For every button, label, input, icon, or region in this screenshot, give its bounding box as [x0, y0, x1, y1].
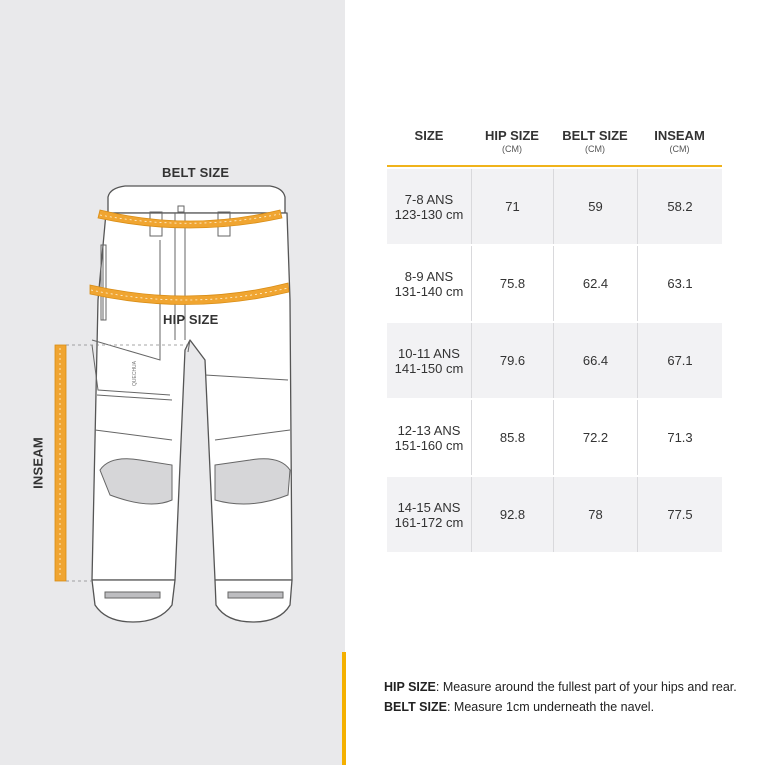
belt-note-term: BELT SIZE — [384, 700, 447, 714]
size-cell: 7-8 ANS 123-130 cm — [387, 169, 471, 244]
hip-note — [384, 677, 737, 697]
size-cell: 10-11 ANS 141-150 cm — [387, 323, 471, 398]
left-cuff — [92, 580, 175, 622]
accent-bar — [342, 652, 346, 765]
belt-cell: 66.4 — [553, 323, 637, 398]
hip-cell: 92.8 — [471, 477, 553, 552]
brand-mark: QUECHUA — [132, 360, 138, 386]
inseam-cell: 67.1 — [637, 323, 722, 398]
inseam-label: INSEAM — [30, 437, 46, 489]
belt-cell: 59 — [553, 169, 637, 244]
table-row — [387, 246, 722, 321]
table-row — [387, 169, 722, 244]
belt-note — [384, 697, 737, 717]
belt-cell: 62.4 — [553, 246, 637, 321]
size-cell: 12-13 ANS 151-160 cm — [394, 422, 464, 453]
belt-cell: 78 — [553, 477, 637, 552]
header-hip-size: HIP SIZE (CM) — [485, 128, 539, 154]
table-header — [387, 125, 722, 167]
size-cell: 8-9 ANS 131-140 cm — [394, 268, 464, 299]
inseam-cell: 77.5 — [637, 477, 722, 552]
hip-note-text: : Measure around the fullest part of your hips and rear. — [435, 680, 737, 694]
belt-note-text: : Measure 1cm underneath the navel. — [446, 700, 655, 714]
hip-cell: 79.6 — [471, 323, 553, 398]
hip-cell: 71 — [471, 169, 553, 244]
diagram-panel — [0, 0, 345, 765]
right-cuff — [215, 580, 292, 622]
belt-cell: 72.2 — [553, 400, 637, 475]
inseam-tape — [55, 345, 66, 581]
table-row — [387, 323, 722, 398]
size-cell: 14-15 ANS 161-172 cm — [387, 477, 471, 552]
pants-diagram — [0, 0, 345, 765]
hip-cell: 85.8 — [471, 400, 553, 475]
header-belt-size: BELT SIZE (CM) — [562, 128, 628, 154]
hip-cell: 75.8 — [471, 246, 553, 321]
hip-note-term: HIP SIZE — [384, 680, 436, 694]
table-row — [387, 477, 722, 552]
measurement-notes — [384, 677, 737, 717]
header-size: SIZE — [414, 128, 444, 143]
hip-size-label: HIP SIZE — [163, 312, 219, 327]
waistband — [108, 186, 285, 213]
header-inseam: INSEAM (CM) — [654, 128, 705, 154]
inseam-cell: 58.2 — [637, 169, 722, 244]
size-table — [387, 125, 722, 552]
inseam-cell: 63.1 — [637, 246, 722, 321]
belt-size-label: BELT SIZE — [162, 165, 230, 180]
table-row — [387, 400, 722, 475]
inseam-cell: 71.3 — [637, 400, 722, 475]
